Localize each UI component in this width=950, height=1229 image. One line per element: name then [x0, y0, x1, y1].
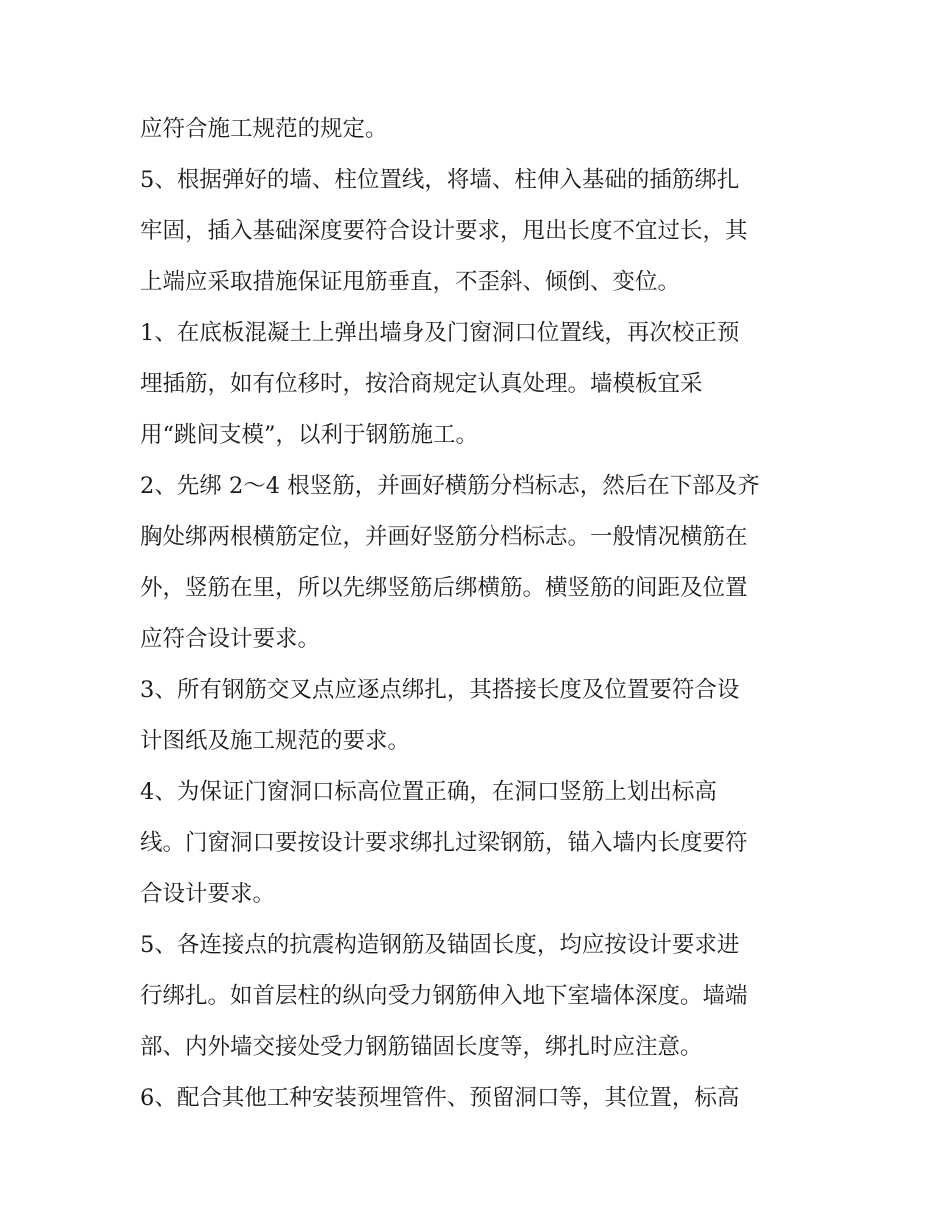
text-line-19: 部、内外墙交接处受力钢筋锚固长度等，绑扎时应注意。 — [140, 1034, 703, 1060]
text-line-5: 1、在底板混凝土上弹出墙身及门窗洞口位置线，再次校正预 — [140, 320, 740, 346]
text-line-8: 2、先绑 2～4 根竖筋，并画好横筋分档标志，然后在下部及齐 — [140, 473, 760, 499]
text-line-11: 应符合设计要求。 — [140, 626, 321, 652]
text-line-6: 埋插筋，如有位移时，按洽商规定认真处理。墙模板宜采 — [140, 371, 703, 397]
text-line-16: 合设计要求。 — [140, 881, 276, 907]
text-line-12: 3、所有钢筋交叉点应逐点绑扎，其搭接长度及位置要符合设 — [140, 677, 740, 703]
text-line-1: 应符合施工规范的规定。 — [140, 116, 388, 142]
text-line-3: 牢固，插入基础深度要符合设计要求，甩出长度不宜过长，其 — [140, 218, 748, 244]
text-line-7: 用“跳间支模”，以利于钢筋施工。 — [140, 422, 479, 448]
text-line-20: 6、配合其他工种安装预埋管件、预留洞口等，其位置，标高 — [140, 1085, 740, 1111]
text-line-18: 行绑扎。如首层柱的纵向受力钢筋伸入地下室墙体深度。墙端 — [140, 983, 748, 1009]
text-line-14: 4、为保证门窗洞口标高位置正确，在洞口竖筋上划出标高 — [140, 779, 717, 805]
text-line-10: 外，竖筋在里，所以先绑竖筋后绑横筋。横竖筋的间距及位置 — [140, 575, 748, 601]
text-line-4: 上端应采取措施保证甩筋垂直，不歪斜、倾倒、变位。 — [140, 269, 681, 295]
text-line-13: 计图纸及施工规范的要求。 — [140, 728, 411, 754]
text-line-2: 5、根据弹好的墙、柱位置线，将墙、柱伸入基础的插筋绑扎 — [140, 167, 740, 193]
text-line-15: 线。门窗洞口要按设计要求绑扎过梁钢筋，锚入墙内长度要符 — [140, 830, 748, 856]
text-line-17: 5、各连接点的抗震构造钢筋及锚固长度，均应按设计要求进 — [140, 932, 740, 958]
text-line-9: 胸处绑两根横筋定位，并画好竖筋分档标志。一般情况横筋在 — [140, 524, 748, 550]
